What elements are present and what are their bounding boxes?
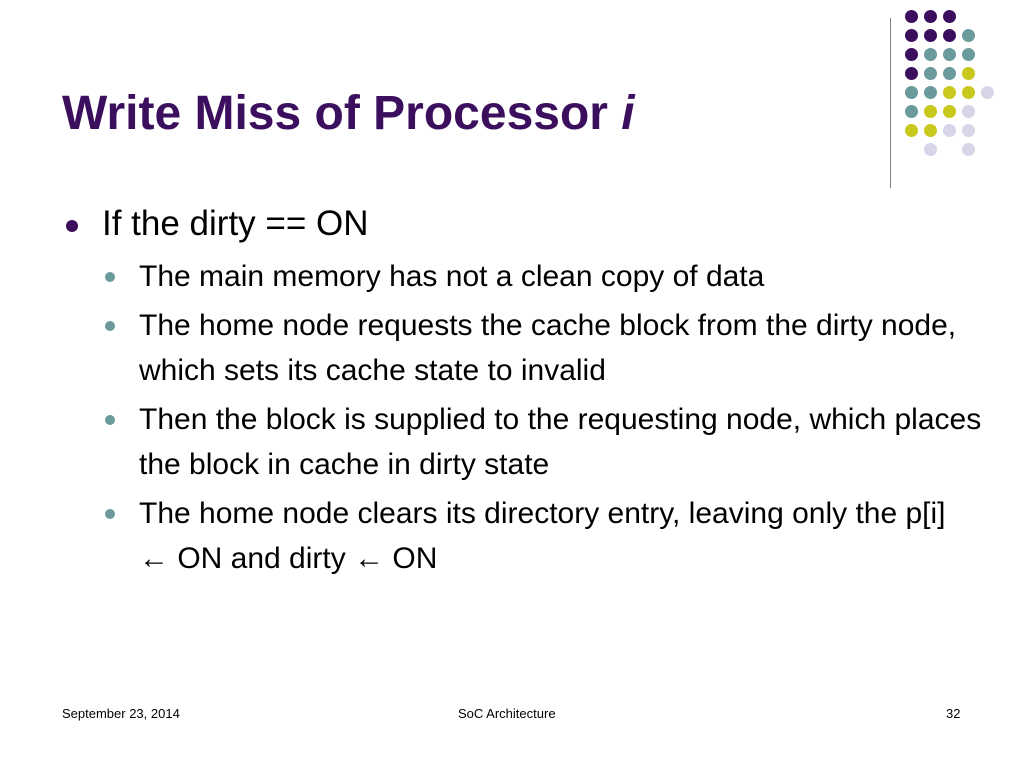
bullet-level2-text: The home node requests the cache block from the dirty node, which sets its cache state to invalid	[139, 309, 957, 387]
decorative-dot-icon	[924, 29, 937, 42]
footer-date: September 23, 2014	[62, 706, 180, 721]
decorative-dot-icon	[962, 86, 975, 99]
decorative-dot-icon	[905, 86, 918, 99]
decorative-dot-icon	[905, 29, 918, 42]
bullet-level1-text: If the dirty == ON	[102, 204, 369, 243]
decorative-dot-icon	[962, 29, 975, 42]
decorative-dot-icon	[905, 10, 918, 23]
decorative-dot-icon	[924, 10, 937, 23]
decorative-dot-icon	[924, 124, 937, 137]
slide-title	[62, 88, 635, 141]
decorative-dot-icon	[981, 86, 994, 99]
decorative-dot-icon	[943, 105, 956, 118]
decorative-dot-icon	[962, 143, 975, 156]
decorative-dot-icon	[924, 143, 937, 156]
decorative-dot-icon	[943, 29, 956, 42]
footer-title: SoC Architecture	[458, 706, 556, 721]
decorative-dot-icon	[905, 48, 918, 61]
bullet-level2-text: The home node clears its directory entry, leaving only the p[i] ← ON and dirty ← ON	[139, 497, 946, 575]
bullet-level2-1	[62, 254, 982, 299]
decorative-vertical-line	[890, 18, 891, 188]
decorative-dot-icon	[924, 105, 937, 118]
decorative-dot-icon	[924, 86, 937, 99]
decorative-dot-icon	[943, 86, 956, 99]
decorative-dot-icon	[962, 67, 975, 80]
decorative-dot-icon	[943, 48, 956, 61]
decorative-dot-icon	[924, 67, 937, 80]
decorative-dot-icon	[962, 105, 975, 118]
bullet-dot-icon	[66, 220, 78, 232]
title-italic-text: i	[621, 87, 635, 140]
decorative-dot-icon	[905, 67, 918, 80]
bullet-dot-icon	[105, 509, 115, 519]
decorative-dot-icon	[943, 67, 956, 80]
bullet-level2-4	[62, 491, 982, 581]
bullet-level1	[62, 200, 982, 248]
bullet-dot-icon	[105, 272, 115, 282]
slide-content	[62, 200, 982, 585]
decorative-dot-icon	[943, 10, 956, 23]
bullet-dot-icon	[105, 415, 115, 425]
footer-page-number: 32	[946, 706, 961, 721]
decorative-dot-icon	[905, 105, 918, 118]
bullet-level2-text: The main memory has not a clean copy of data	[139, 260, 765, 293]
title-text: Write Miss of Processor	[62, 87, 622, 140]
bullet-level2-text: Then the block is supplied to the requesting node, which places the block in cache in dirty state	[139, 403, 982, 481]
decorative-dot-icon	[943, 124, 956, 137]
decorative-dot-icon	[905, 124, 918, 137]
decorative-dot-icon	[962, 48, 975, 61]
decorative-dot-grid	[905, 10, 1015, 170]
bullet-dot-icon	[105, 321, 115, 331]
bullet-level2-2	[62, 303, 982, 393]
decorative-dot-icon	[924, 48, 937, 61]
decorative-dot-icon	[962, 124, 975, 137]
bullet-level2-3	[62, 397, 982, 487]
